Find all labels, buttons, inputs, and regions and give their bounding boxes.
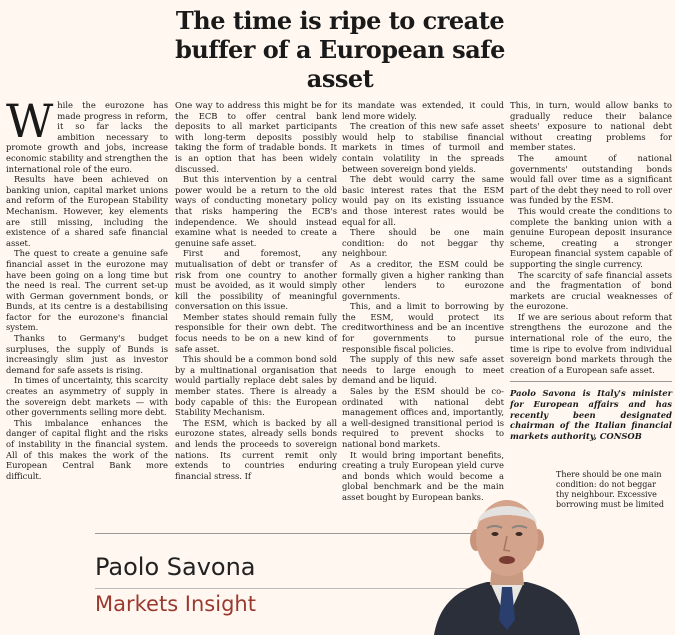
column-section-name: Markets Insight — [95, 592, 256, 616]
paragraph: The amount of national governments' outstanding bonds would fall over time as a significant part of the debt they need to roll over was funded by the ESM. — [510, 152, 672, 206]
paragraph: It would bring important benefits, creating a truly European yield curve and bonds which would become a global benchmark and be the main asset bought by European banks. — [342, 449, 504, 502]
author-name: Paolo Savona — [95, 553, 256, 581]
paragraph: This should be a common bond sold by a multinational organisation that would partially replace debt sales by member states. There is already a body capable of this: the European Stability Mechanism. — [175, 354, 337, 418]
paragraph: The supply of this new safe asset needs to large enough to meet demand and be liquid. — [342, 354, 504, 386]
paragraph: This, and a limit to borrowing by the ESM, would protect its creditworthiness and be an incentive for governments to pursue responsible fiscal policies. — [342, 301, 504, 354]
column-1 — [6, 94, 168, 481]
paragraph: As a creditor, the ESM could be formally given a higher ranking than other lenders to eurozone governments. — [342, 258, 504, 301]
paragraph: This imbalance enhances the danger of capital flight and the risks of instability in the financial system. All of this makes the work of the European Central Bank more difficult. — [6, 417, 168, 481]
paragraph: Member states should remain fully responsible for their own debt. The focus needs to be on a new kind of safe asset. — [175, 311, 337, 354]
author-bio: Paolo Savona is Italy's minister for European affairs and has recently been designated chairman of the Italian financial markets authority, CONSOB — [510, 388, 672, 441]
paragraph: Thanks to Germany's budget surpluses, the supply of Bunds is increasingly slim just as investor demand for safe assets is rising. — [6, 333, 168, 375]
column-2 — [175, 100, 337, 481]
paragraph: The creation of this new safe asset would help to stabilise financial markets in times of turmoil and contain volatility in the spreads between sovereign bond yields. — [342, 121, 504, 174]
paragraph: First and foremost, any mutualisation of debt or transfer of risk from one country to another must be avoided, as it would simply kill the possibility of meaningful conversation on this issue. — [175, 248, 337, 312]
drop-cap: W — [6, 94, 54, 148]
column-3 — [342, 100, 504, 503]
bio-divider — [510, 381, 672, 382]
paragraph: Sales by the ESM should be co-ordinated with national debt management offices and, importantly, a well-designed transitional period is required to prevent shocks to national bond markets. — [342, 386, 504, 449]
paragraph: The scarcity of safe financial assets and the fragmentation of bond markets are crucial weaknesses of the eurozone. — [510, 269, 672, 312]
paragraph: But this intervention by a central power would be a return to the old ways of conducting monetary policy that risks hampering the ECB's independence. We should instead examine what is needed to create a genuine safe asset. — [175, 174, 337, 248]
paragraph: One way to address this might be for the ECB to offer central bank deposits to all market participants with long-term deposits possibly taking the form of tradable bonds. It is an option that has been widely discussed. — [175, 100, 337, 174]
headline: The time is ripe to create buffer of a European safe asset — [175, 6, 505, 93]
byline-divider — [95, 588, 490, 589]
opening-text: hile the eurozone has made progress in reform, it so far lacks the ambition necessary to promote growth and jobs, increase economic stability and strengthen the international role of the euro. — [6, 100, 168, 174]
paragraph: Results have been achieved on banking union, capital market unions and reform of the European Stability Mechanism. However, key elements are still missing, including the existence of a shared safe financial asset. — [6, 174, 168, 248]
paragraph: The debt would carry the same basic interest rates that the ESM would pay on its existing issuance and those interest rates would be equal for all. — [342, 174, 504, 227]
paragraph: If we are serious about reform that strengthens the eurozone and the international role of the euro, the time is ripe to evolve from individual sovereign bond markets through the creation of a European safe asset. — [510, 311, 672, 375]
paragraph: There should be one main condition: do not beggar thy neighbour. — [342, 227, 504, 259]
paragraph: its mandate was extended, it could lend more widely. — [342, 100, 504, 121]
paragraph: This would create the conditions to complete the banking union with a genuine European deposit insurance scheme, creating a stronger European financial system capable of supporting the single currency. — [510, 205, 672, 269]
author-photo — [432, 490, 582, 635]
byline-top-divider — [95, 533, 490, 534]
paragraph: In times of uncertainty, this scarcity creates an asymmetry of supply in the sovereign debt markets — with other governments selling more debt. — [6, 375, 168, 418]
pull-quote: There should be one main condition: do not beggar thy neighbour. Excessive borrowing must be limited — [556, 470, 664, 509]
column-4 — [510, 100, 672, 441]
opening-paragraph — [6, 94, 168, 174]
paragraph: The ESM, which is backed by all eurozone states, already sells bonds and lends the proceeds to sovereign nations. Its current remit only extends to countries enduring financial stress. If — [175, 417, 337, 481]
paragraph: The quest to create a genuine safe financial asset in the eurozone may have been going on a long time but the need is real. The current set-up with German government bonds, or Bunds, at its centre is a destabilising factor for the eurozone's financial system. — [6, 248, 168, 333]
paragraph: This, in turn, would allow banks to gradually reduce their balance sheets' exposure to national debt without creating problems for member states. — [510, 100, 672, 153]
